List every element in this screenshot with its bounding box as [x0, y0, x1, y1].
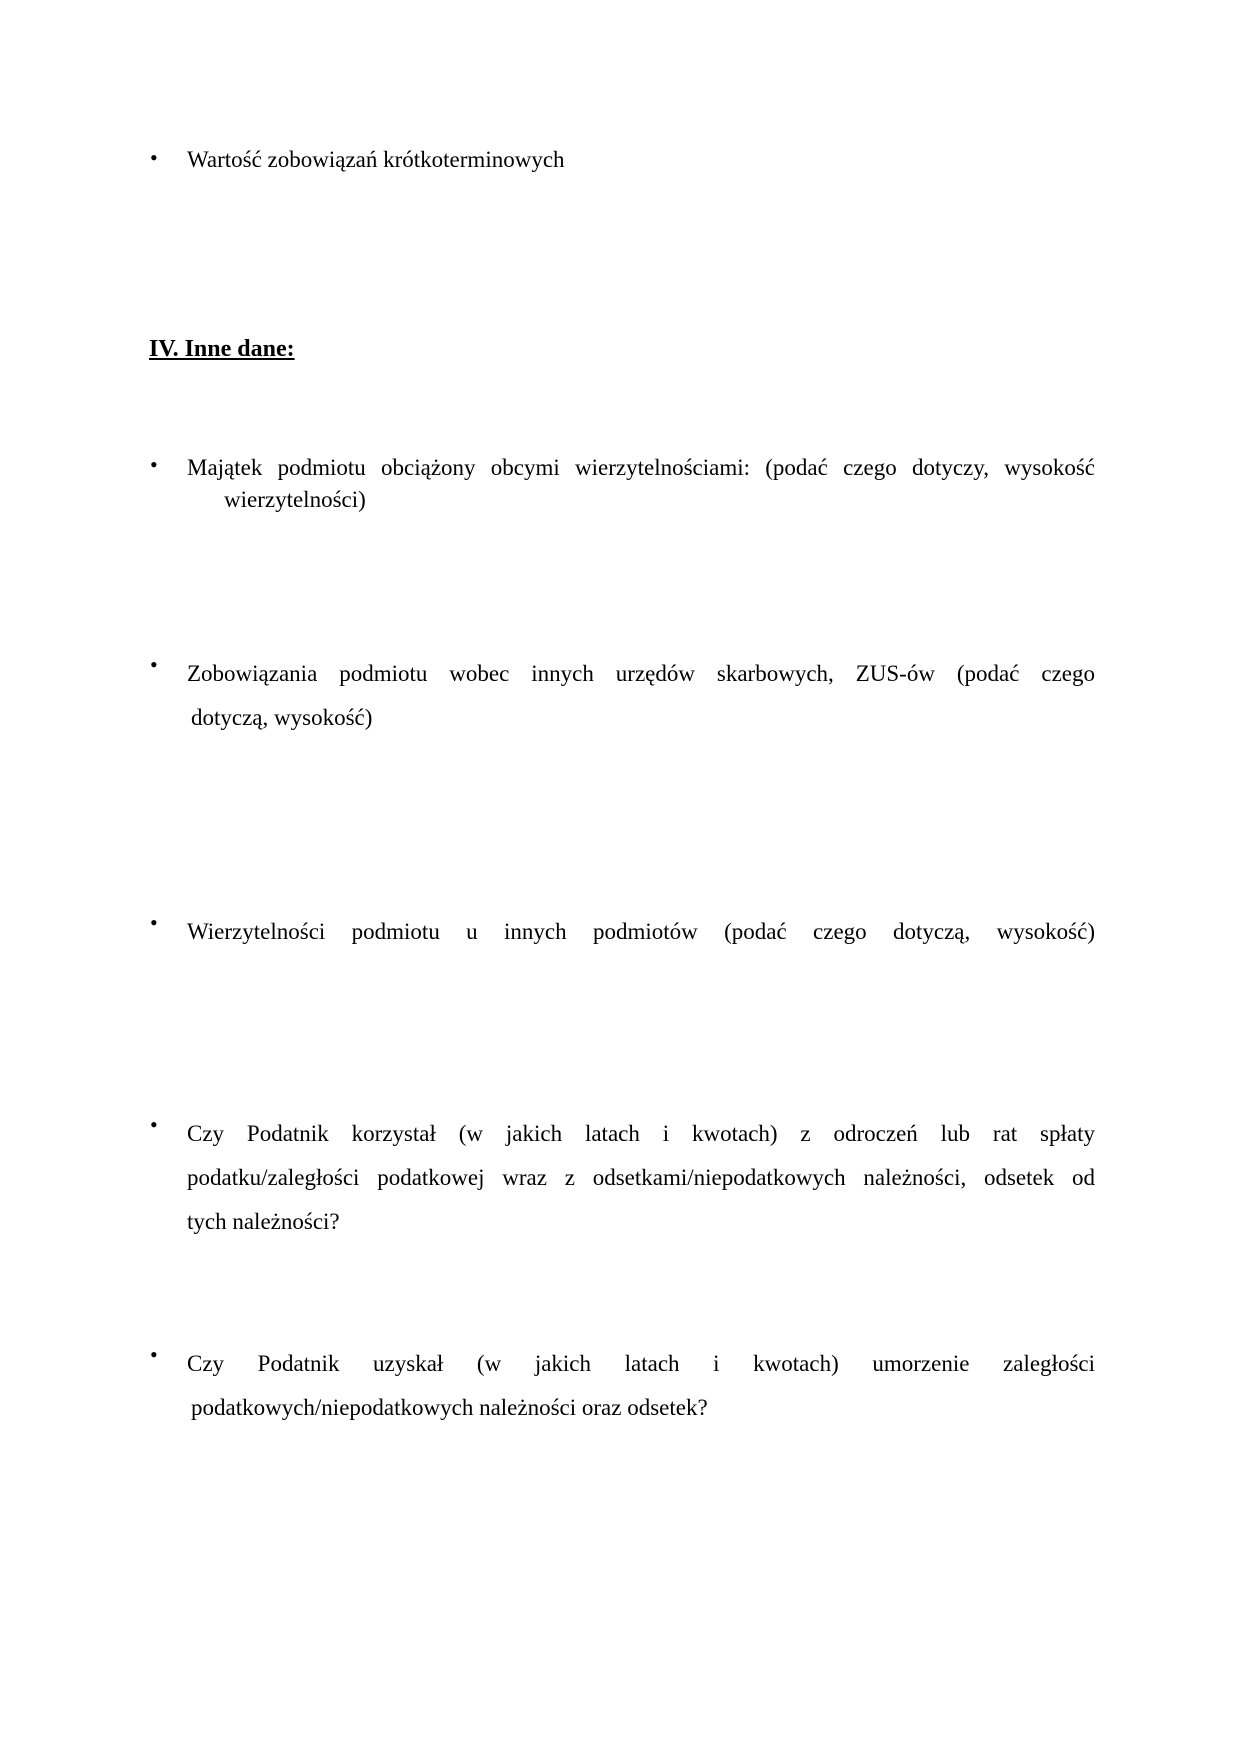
item-text: Wartość zobowiązań krótkoterminowych — [187, 147, 565, 172]
item-text-line: wierzytelności) — [224, 487, 366, 512]
bullet: • — [150, 910, 158, 935]
bullet: • — [150, 452, 158, 477]
section-heading: IV. Inne dane: — [149, 336, 295, 362]
item-text-line: Zobowiązania podmiotu wobec innych urzędów skarbowych, ZUS-ów (podać czego — [187, 661, 1095, 686]
list-item-receivables — [150, 910, 1095, 954]
item-text-line: tych należności? — [187, 1209, 340, 1234]
bullet: • — [150, 652, 158, 677]
list-item-encumbered-assets — [150, 452, 1095, 516]
list-item-deferrals — [150, 1112, 1095, 1244]
item-text-line: podatkowych/niepodatkowych należności oraz odsetek? — [191, 1395, 708, 1420]
list-item-short-term-liabilities — [150, 145, 1095, 175]
bullet: • — [150, 1112, 158, 1137]
item-text-line: Czy Podatnik uzyskał (w jakich latach i kwotach) umorzenie zaległości — [187, 1351, 1095, 1376]
item-text-line: Wierzytelności podmiotu u innych podmiotów (podać czego dotyczą, wysokość) — [187, 919, 1095, 944]
item-text-line: Czy Podatnik korzystał (w jakich latach i kwotach) z odroczeń lub rat spłaty — [187, 1121, 1095, 1146]
list-item-remission — [150, 1342, 1095, 1430]
item-text-line: dotyczą, wysokość) — [191, 705, 373, 730]
bullet: • — [150, 1342, 158, 1367]
item-text-line: podatku/zaległości podatkowej wraz z odsetkami/niepodatkowych należności, odsetek od — [187, 1165, 1095, 1190]
item-text-line: Majątek podmiotu obciążony obcymi wierzytelnościami: (podać czego dotyczy, wysokość — [187, 455, 1095, 480]
list-item-other-offices-liabilities — [150, 652, 1095, 740]
bullet: • — [150, 145, 158, 170]
